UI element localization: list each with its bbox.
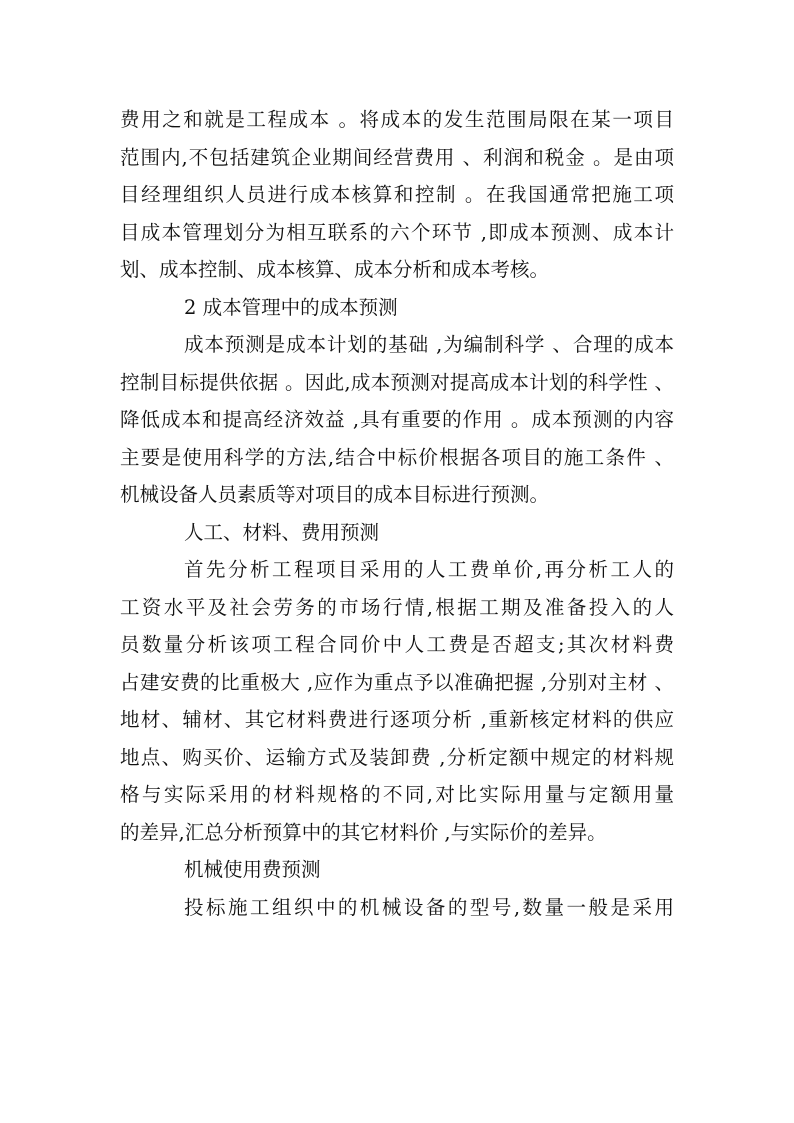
text-line: 划、成本控制、成本核算、成本分析和成本考核。 bbox=[120, 258, 550, 281]
text-line: 目成本管理划分为相互联系的六个环节 ,即成本预测、成本计 bbox=[120, 220, 674, 244]
text-line: 投标施工组织中的机械设备的型号,数量一般是采用 bbox=[184, 895, 674, 919]
text-line: 首先分析工程项目采用的人工费单价,再分析工人的 bbox=[184, 558, 674, 581]
text-line: 员数量分析该项工程合同价中人工费是否超支;其次材料费 bbox=[120, 633, 674, 656]
text-line: 占建安费的比重极大 ,应作为重点予以准确把握 ,分别对主材 、 bbox=[120, 670, 674, 694]
text-line: 控制目标提供依据 。因此,成本预测对提高成本计划的科学性 、 bbox=[120, 370, 674, 394]
text-line: 成本预测是成本计划的基础 ,为编制科学 、合理的成本 bbox=[184, 333, 674, 356]
text-line: 工资水平及社会劳务的市场行情,根据工期及准备投入的人 bbox=[120, 595, 674, 619]
document-body bbox=[120, 101, 674, 926]
text-line: 的差异,汇总分析预算中的其它材料价 ,与实际价的差异。 bbox=[120, 820, 607, 844]
text-line: 地材、辅材、其它材料费进行逐项分析 ,重新核定材料的供应 bbox=[120, 708, 674, 731]
text-line: 格与实际采用的材料规格的不同,对比实际用量与定额用量 bbox=[120, 783, 674, 806]
text-line: 降低成本和提高经济效益 ,具有重要的作用 。成本预测的内容 bbox=[120, 408, 674, 431]
subsection-heading: 机械使用费预测 bbox=[184, 858, 321, 881]
section-heading: 2 成本管理中的成本预测 bbox=[184, 295, 398, 319]
text-line: 地点、购买价、运输方式及装卸费 ,分析定额中规定的材料规 bbox=[120, 745, 674, 769]
text-line: 机械设备人员素质等对项目的成本目标进行预测。 bbox=[120, 483, 550, 506]
text-line: 主要是使用科学的方法,结合中标价根据各项目的施工条件 、 bbox=[120, 445, 674, 469]
text-line: 目经理组织人员进行成本核算和控制 。在我国通常把施工项 bbox=[120, 183, 674, 206]
subsection-heading: 人工、材料、费用预测 bbox=[184, 520, 380, 544]
text-line: 范围内,不包括建筑企业期间经营费用 、利润和税金 。是由项 bbox=[120, 145, 674, 169]
text-line: 费用之和就是工程成本 。将成本的发生范围局限在某一项目 bbox=[120, 108, 674, 131]
